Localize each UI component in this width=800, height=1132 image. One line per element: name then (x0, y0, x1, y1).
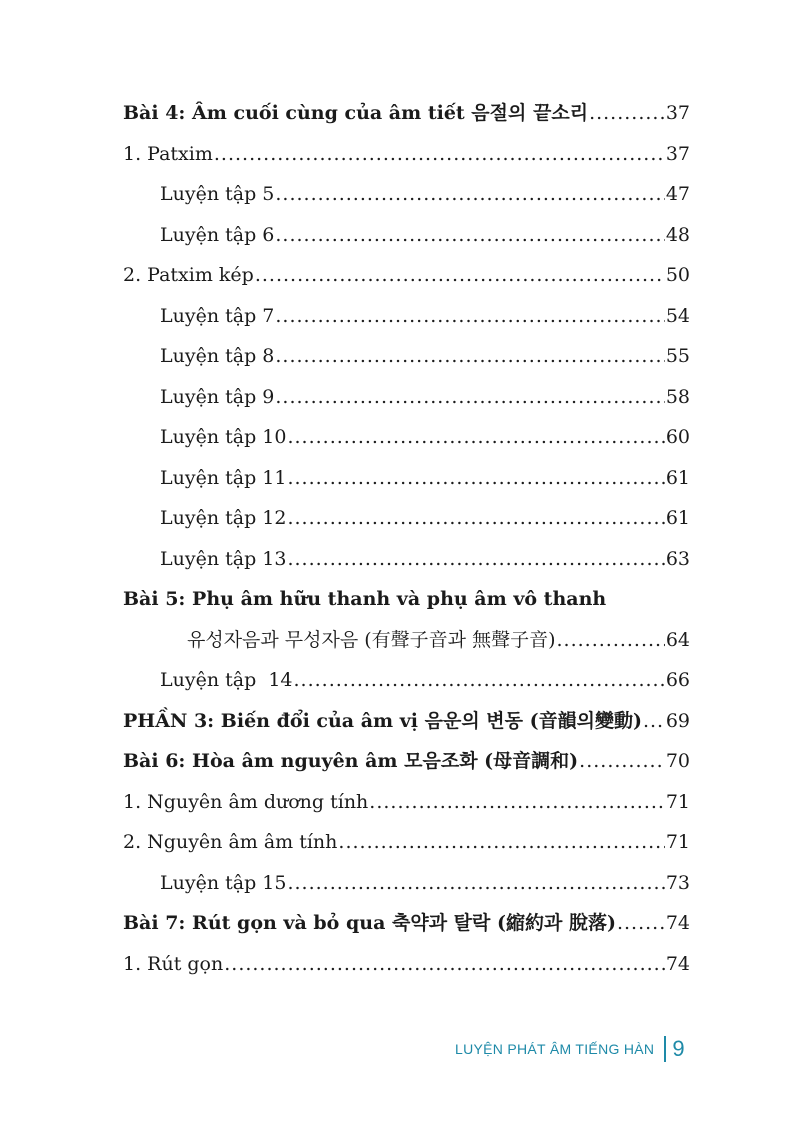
toc-entry-luyen-tap-7[interactable] (160, 301, 690, 331)
toc-entry-bai-5-title[interactable]: Bài 5: Phụ âm hữu thanh và phụ âm vô thanh (123, 588, 607, 610)
toc-leader-dots (275, 220, 664, 250)
toc-entry-page: 60 (665, 426, 690, 448)
toc-entry-label: Luyện tập 8 (160, 345, 275, 367)
toc-entry-nguyen-am-am-tinh[interactable] (123, 827, 690, 857)
toc-entry-patxim[interactable] (123, 139, 690, 169)
toc-leader-dots (338, 827, 664, 857)
toc-leader-dots (579, 746, 665, 776)
toc-leader-dots (275, 301, 664, 331)
toc-entry-label: Bài 6: Hòa âm nguyên âm 모음조화 (母音調和) (123, 750, 579, 772)
toc-entry-rut-gon[interactable] (123, 949, 690, 979)
toc-leader-dots (275, 382, 664, 412)
footer-book-title: LUYỆN PHÁT ÂM TIẾNG HÀN (455, 1041, 655, 1057)
toc-entry-luyen-tap-13[interactable] (160, 544, 690, 574)
toc-leader-dots (287, 422, 664, 452)
toc-entry-label: Luyện tập 7 (160, 305, 275, 327)
toc-entry-label: Luyện tập 13 (160, 548, 287, 570)
toc-leader-dots (224, 949, 665, 979)
toc-leader-dots (287, 503, 664, 533)
toc-entry-page: 50 (665, 264, 690, 286)
toc-entry-bai-6[interactable] (123, 746, 690, 776)
toc-entry-label: Luyện tập 12 (160, 507, 287, 529)
toc-entry-label: PHẦN 3: Biến đổi của âm vị 음운의 변동 (音韻의變動) (123, 710, 642, 732)
toc-entry-luyen-tap-10[interactable] (160, 422, 690, 452)
toc-entry-label: Luyện tập 11 (160, 467, 287, 489)
toc-entry-page: 71 (665, 791, 690, 813)
toc-entry-label: 1. Patxim (123, 143, 213, 165)
toc-entry-label: Luyện tập 5 (160, 183, 275, 205)
toc-entry-page: 70 (665, 750, 690, 772)
toc-entry-page: 47 (665, 183, 690, 205)
toc-entry-label: 1. Nguyên âm dương tính (123, 791, 369, 813)
footer-page-number: 9 (672, 1036, 685, 1061)
toc-entry-label: Luyện tập 14 (160, 669, 293, 691)
toc-entry-page: 48 (665, 224, 690, 246)
toc-entry-page: 61 (665, 507, 690, 529)
toc-entry-label: Luyện tập 15 (160, 872, 287, 894)
toc-entry-page: 37 (665, 143, 690, 165)
toc-entry-nguyen-am-duong-tinh[interactable] (123, 787, 690, 817)
toc-entry-luyen-tap-5[interactable] (160, 179, 690, 209)
toc-leader-dots (643, 706, 665, 736)
footer-divider (664, 1036, 666, 1062)
toc-entry-luyen-tap-12[interactable] (160, 503, 690, 533)
toc-entry-page: 73 (665, 872, 690, 894)
toc-entry-luyen-tap-14[interactable] (160, 665, 690, 695)
toc-entry-page: 63 (665, 548, 690, 570)
toc-entry-bai-7[interactable] (123, 908, 690, 938)
toc-leader-dots (589, 98, 665, 128)
toc-entry-page: 74 (665, 912, 690, 934)
toc-leader-dots (287, 463, 664, 493)
toc-entry-page: 74 (665, 953, 690, 975)
toc-entry-page: 64 (665, 629, 690, 651)
toc-entry-label: Luyện tập 9 (160, 386, 275, 408)
toc-entry-luyen-tap-11[interactable] (160, 463, 690, 493)
toc-entry-label: Luyện tập 10 (160, 426, 287, 448)
toc-entry-page: 58 (665, 386, 690, 408)
toc-entry-luyen-tap-15[interactable] (160, 868, 690, 898)
toc-entry-luyen-tap-8[interactable] (160, 341, 690, 371)
toc-entry-label: 1. Rút gọn (123, 953, 224, 975)
toc-entry-page: 54 (665, 305, 690, 327)
toc-entry-page: 69 (665, 710, 690, 732)
toc-entry-page: 55 (665, 345, 690, 367)
toc-leader-dots (287, 868, 664, 898)
toc-entry-page: 71 (665, 831, 690, 853)
page-footer (455, 1036, 685, 1062)
toc-entry-luyen-tap-9[interactable] (160, 382, 690, 412)
toc-entry-label: Bài 7: Rút gọn và bỏ qua 축약과 탈락 (縮約과 脫落) (123, 912, 616, 934)
toc-leader-dots (287, 544, 664, 574)
toc-entry-bai-5-korean[interactable] (187, 625, 690, 655)
toc-entry-label: 2. Patxim kép (123, 264, 254, 286)
toc-leader-dots (557, 625, 665, 655)
toc-leader-dots (214, 139, 665, 169)
toc-entry-luyen-tap-6[interactable] (160, 220, 690, 250)
toc-leader-dots (255, 260, 665, 290)
toc-entry-phan-3[interactable] (123, 706, 690, 736)
toc-leader-dots (294, 665, 665, 695)
toc-entry-label: Luyện tập 6 (160, 224, 275, 246)
toc-entry-label: 2. Nguyên âm âm tính (123, 831, 338, 853)
toc-entry-page: 61 (665, 467, 690, 489)
toc-entry-page: 37 (665, 102, 690, 124)
toc-entry-patxim-kep[interactable] (123, 260, 690, 290)
toc-leader-dots (369, 787, 665, 817)
toc-leader-dots (275, 341, 664, 371)
toc-entry-label: Bài 4: Âm cuối cùng của âm tiết 음절의 끝소리 (123, 102, 589, 124)
toc-entry-label: 유성자음과 무성자음 (有聲子音과 無聲子音) (187, 629, 556, 651)
toc-leader-dots (275, 179, 664, 209)
toc-entry-bai-4[interactable] (123, 98, 690, 128)
toc-entry-page: 66 (665, 669, 690, 691)
toc-leader-dots (617, 908, 665, 938)
